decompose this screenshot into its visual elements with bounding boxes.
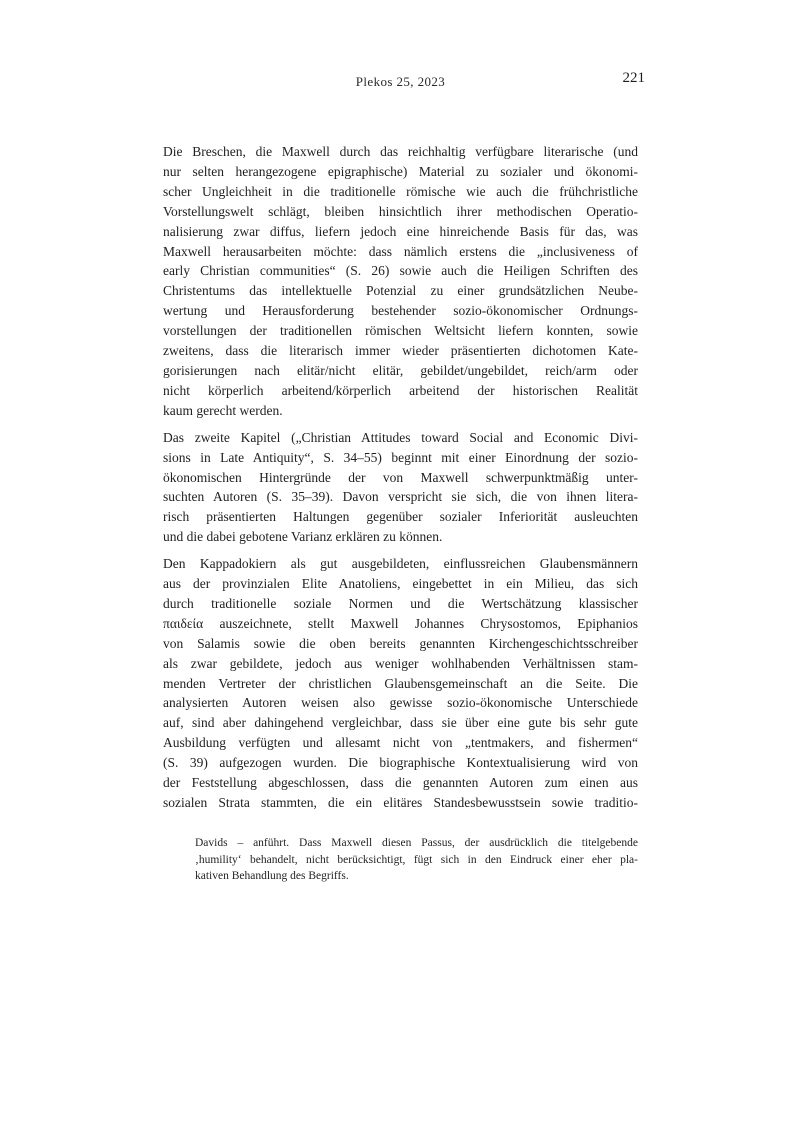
- paragraph-2: [163, 428, 638, 547]
- text-line: ökonomischen Hintergründe der von Maxwell schwerpunktmäßig unter-: [163, 469, 638, 485]
- text-line: auf, sind aber dahingehend vergleichbar, dass sie über eine gute bis sehr gute: [163, 715, 638, 731]
- text-line: gorisierungen nach elitär/nicht elitär, gebildet/ungebildet, reich/arm oder: [163, 362, 638, 378]
- text-line: sozialen Strata stammten, die ein elitäres Standesbewusstsein sowie traditio-: [163, 795, 638, 810]
- text-line: vorstellungen der traditionellen römischen Weltsicht liefern konnten, sowie: [163, 323, 638, 339]
- text-line: kaum gerecht werden.: [163, 402, 283, 418]
- footnote-line: kativen Behandlung des Begriffs.: [195, 870, 349, 883]
- text-line: Christentums das intellektuelle Potenzial zu einer grundsätzlichen Neube-: [163, 283, 638, 299]
- text-line: sions in Late Antiquity“, S. 34–55) beginnt mit einer Einordnung der sozio-: [163, 449, 638, 465]
- text-line: wertung und Herausforderung bestehender sozio-ökonomischer Ordnungs-: [163, 303, 638, 319]
- text-line: der Feststellung abgeschlossen, dass die genannten Autoren zum einen aus: [163, 775, 638, 791]
- footnote: [195, 835, 638, 885]
- text-line: aus der provinzialen Elite Anatoliens, eingebettet in ein Milieu, das sich: [163, 576, 638, 592]
- text-line: durch traditionelle soziale Normen und die Wertschätzung klassischer: [163, 595, 638, 611]
- text-line: παιδεία auszeichnete, stellt Maxwell Johannes Chrysostomos, Epiphanios: [163, 615, 638, 631]
- text-line: von Salamis sowie die oben bereits genannten Kirchengeschichtsschreiber: [163, 635, 638, 651]
- text-line: Ausbildung verfügten und allesamt nicht von „tentmakers, and fishermen“: [163, 735, 638, 751]
- text-line: Die Breschen, die Maxwell durch das reichhaltig verfügbare literarische (und: [163, 144, 638, 159]
- text-line: menden Vertreter der christlichen Glaubensgemeinschaft an die Seite. Die: [163, 675, 638, 691]
- text-line: analysierten Autoren weisen also gewisse sozio-ökonomische Unterschiede: [163, 695, 638, 711]
- text-line: nicht körperlich arbeitend/körperlich arbeitend der historischen Realität: [163, 382, 638, 398]
- paragraph-1: [163, 142, 638, 421]
- text-line: risch präsentierten Haltungen gegenüber sozialer Inferiorität ausleuchten: [163, 509, 638, 525]
- text-line: zweitens, dass die literarisch immer wieder präsentierten dichotomen Kate-: [163, 343, 638, 359]
- text-line: Das zweite Kapitel („Christian Attitudes toward Social and Economic Divi-: [163, 429, 638, 445]
- footnote-line: ‚humility‘ behandelt, nicht berücksichtigt, fügt sich in den Eindruck einer eher pla-: [195, 853, 638, 866]
- page-number: 221: [622, 70, 645, 86]
- running-head: Plekos 25, 2023: [355, 74, 446, 89]
- text-line: Maxwell herausarbeiten möchte: dass nämlich erstens die „inclusiveness of: [163, 243, 638, 259]
- article-body: [163, 142, 638, 813]
- footnote-line: Davids – anführt. Dass Maxwell diesen Passus, der ausdrücklich die titelgebende: [195, 837, 638, 849]
- text-line: (S. 39) aufgezogen wurden. Die biographische Kontextualisierung wird von: [163, 755, 638, 771]
- page-header: [163, 70, 645, 90]
- text-line: und die dabei gebotene Varianz erklären zu können.: [163, 529, 443, 545]
- text-line: nur selten herangezogene epigraphische) Material zu sozialer und ökonomi-: [163, 163, 638, 179]
- text-line: Den Kappadokiern als gut ausgebildeten, einflussreichen Glaubensmännern: [163, 556, 638, 572]
- text-line: als zwar gebildete, jedoch aus weniger wohlhabenden Verhältnissen stam-: [163, 655, 638, 671]
- paragraph-3: [163, 554, 638, 813]
- text-line: nalisierung zwar diffus, liefern jedoch eine hinreichende Basis für das, was: [163, 223, 638, 239]
- text-line: Vorstellungswelt schlägt, bleiben hinsichtlich ihrer methodischen Operatio-: [163, 203, 638, 219]
- text-line: scher Ungleichheit in die traditionelle römische wie auch die frühchristliche: [163, 183, 638, 199]
- text-line: suchten Autoren (S. 35–39). Davon verspricht sie sich, die von ihnen litera-: [163, 489, 638, 505]
- text-line: early Christian communities“ (S. 26) sowie auch die Heiligen Schriften des: [163, 263, 638, 279]
